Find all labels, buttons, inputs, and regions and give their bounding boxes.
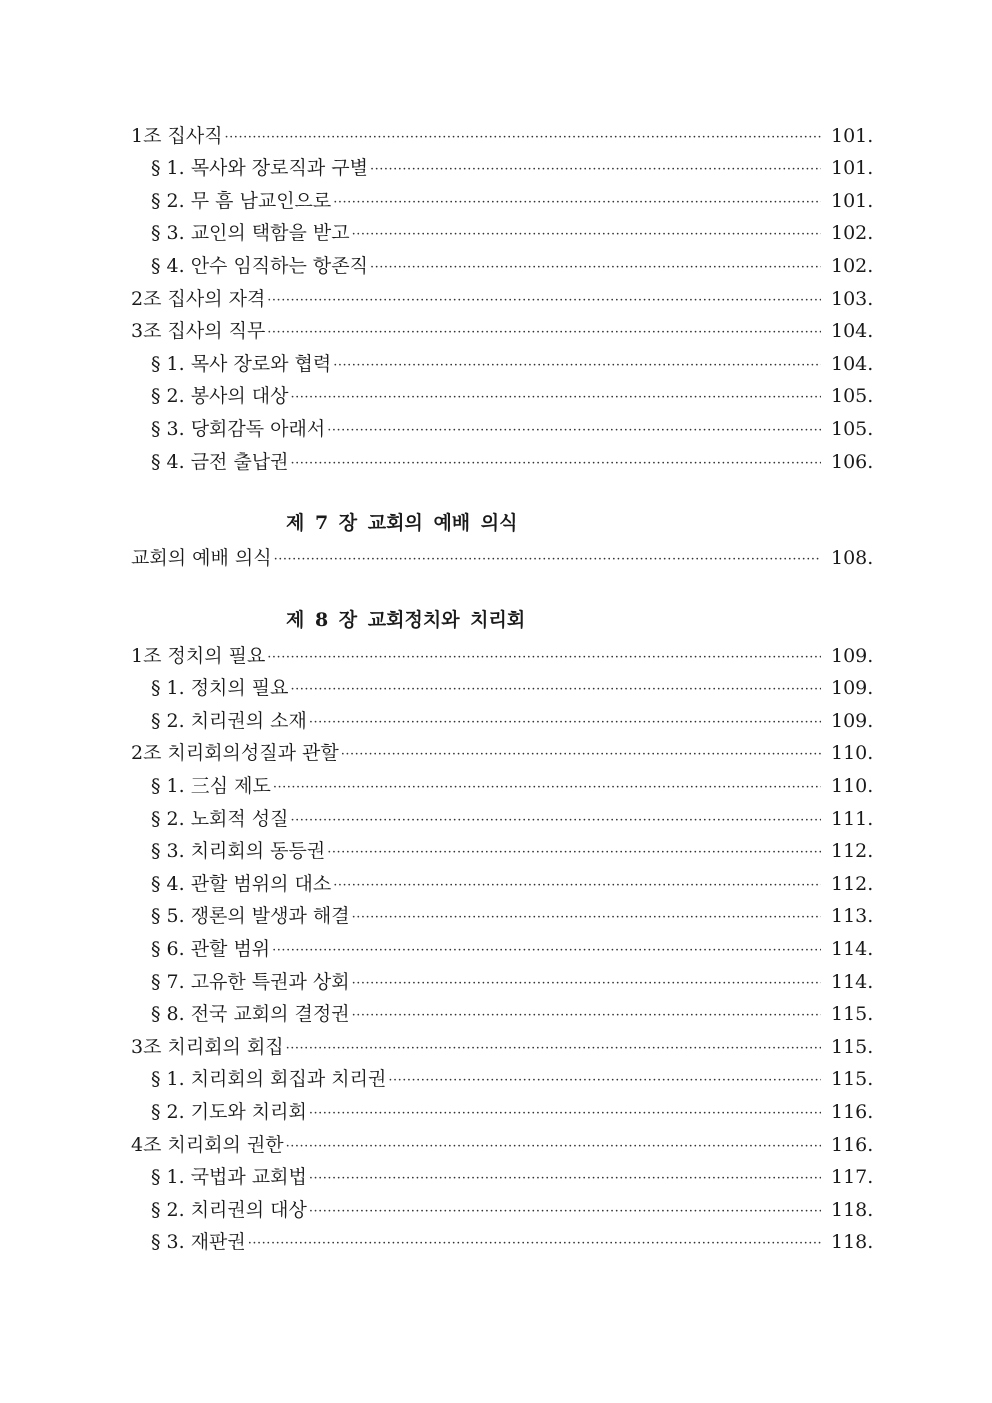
toc-entry-label: § 1. 목사 장로와 협력 [151,352,332,375]
toc-entry-label: § 1. 국법과 교회법 [151,1166,307,1189]
toc-block-chapter7 [131,535,873,568]
dot-leader [309,716,821,731]
toc-entry-page-number: 102. [831,254,874,277]
toc-entry-page-number: 101. [831,157,874,180]
toc-subentry [131,861,873,894]
toc-entry-page-number: 106. [831,450,874,473]
toc-entry-label: § 2. 기도와 치리회 [151,1100,307,1123]
toc-entry-label: § 3. 당회감독 아래서 [151,417,326,440]
toc-subentry [131,439,873,472]
dot-leader [333,879,821,894]
toc-subentry [131,763,873,796]
toc-entry-label: 4조 치리회의 권한 [131,1133,284,1156]
toc-entry-label: § 1. 치리회의 회집과 치리권 [151,1068,387,1091]
toc-entry-page-number: 104. [831,320,874,343]
dot-leader [309,1107,821,1122]
toc-entry-label: § 7. 고유한 특권과 상회 [151,970,350,993]
dot-leader [333,359,821,374]
toc-subentry [131,1187,873,1220]
toc-subentry [131,1089,873,1122]
dot-leader [273,781,821,796]
toc-entry-label: 2조 치리회의성질과 관할 [131,742,339,765]
dot-leader [370,261,821,276]
dot-leader [267,294,821,309]
toc-entry-page-number: 101. [831,189,874,212]
toc-subentry [131,666,873,699]
toc-entry-page-number: 112. [831,840,874,863]
dot-leader [327,424,821,439]
toc-entry-label: § 2. 노회적 성질 [151,807,289,830]
toc-subentry [131,992,873,1025]
toc-entry-label: § 5. 쟁론의 발생과 해결 [151,905,350,928]
toc-entry-page-number: 118. [831,1231,874,1254]
toc-entry-page-number: 114. [831,970,874,993]
toc-entry-page-number: 118. [831,1198,874,1221]
toc-entry-page-number: 109. [831,644,874,667]
toc-subentry [131,341,873,374]
dot-leader [327,846,821,861]
toc-entry-label: 2조 집사의 자격 [131,287,266,310]
toc-entry-page-number: 115. [831,1035,874,1058]
toc-entry-label: § 4. 안수 임직하는 항존직 [151,254,368,277]
toc-block-chapter6 [131,113,873,472]
toc-entry-page-number: 112. [831,872,874,895]
toc-entry-page-number: 113. [831,905,874,928]
dot-leader [248,1237,821,1252]
toc-entry-label: § 1. 정치의 필요 [151,677,289,700]
toc-subentry [131,211,873,244]
dot-leader [291,814,821,829]
toc-entry-label: § 1. 三심 제도 [151,774,271,797]
dot-leader [341,748,821,763]
toc-subentry [131,926,873,959]
toc-entry-page-number: 103. [831,287,874,310]
toc-entry-page-number: 104. [831,352,874,375]
toc-entry [131,1024,873,1057]
toc-entry-label: § 1. 목사와 장로직과 구별 [151,157,368,180]
toc-entry-page-number: 109. [831,677,874,700]
toc-entry-label: § 2. 봉사의 대상 [151,385,289,408]
toc-entry-page-number: 105. [831,417,874,440]
toc-entry-label: § 4. 금전 출납권 [151,450,289,473]
toc-entry-page-number: 105. [831,385,874,408]
dot-leader [291,683,821,698]
toc-entry-page-number: 117. [831,1166,874,1189]
toc-entry-page-number: 114. [831,937,874,960]
toc-entry [131,309,873,342]
toc-subentry [131,1155,873,1188]
toc-entry-page-number: 108. [831,546,874,569]
dot-leader [370,163,821,178]
toc-entry [131,731,873,764]
toc-subentry [131,374,873,407]
dot-leader [309,1172,821,1187]
dot-leader [352,228,821,243]
toc-entry-label: 교회의 예배 의식 [131,546,272,569]
toc-subentry [131,959,873,992]
toc-subentry [131,829,873,862]
chapter-7-heading: 제 7 장 교회의 예배 의식 [286,512,518,534]
toc-subentry [131,406,873,439]
toc-entry [131,633,873,666]
toc-subentry [131,178,873,211]
toc-entry-page-number: 110. [831,742,874,765]
toc-entry-page-number: 116. [831,1133,874,1156]
toc-entry-page-number: 109. [831,709,874,732]
dot-leader [352,977,821,992]
toc-entry-label: § 2. 무 흠 남교인으로 [151,189,332,212]
toc-entry-page-number: 102. [831,222,874,245]
toc-entry-label: 1조 정치의 필요 [131,644,266,667]
toc-entry [131,113,873,146]
toc-entry [131,276,873,309]
chapter-8-heading: 제 8 장 교회정치와 치리회 [286,609,526,631]
toc-entry-label: 3조 치리회의 회집 [131,1035,284,1058]
toc-entry-label: § 8. 전국 교회의 결정권 [151,1003,350,1026]
toc-entry-label: 1조 집사직 [131,124,223,147]
toc-entry-label: § 3. 교인의 택함을 받고 [151,222,350,245]
toc-subentry [131,1057,873,1090]
dot-leader [291,391,821,406]
dot-leader [309,1205,821,1220]
dot-leader [225,131,821,146]
toc-entry-page-number: 116. [831,1100,874,1123]
toc-entry-page-number: 101. [831,124,874,147]
toc-subentry [131,146,873,179]
toc-entry-page-number: 115. [831,1068,874,1091]
toc-entry [131,1122,873,1155]
dot-leader [274,553,821,568]
dot-leader [388,1074,821,1089]
dot-leader [291,457,821,472]
toc-entry-label: § 4. 관할 범위의 대소 [151,872,332,895]
toc-entry-label: 3조 집사의 직무 [131,320,266,343]
dot-leader [352,1009,821,1024]
dot-leader [286,1140,821,1155]
toc-subentry [131,894,873,927]
toc-entry [131,535,873,568]
dot-leader [267,651,821,666]
toc-entry-page-number: 110. [831,774,874,797]
toc-block-chapter8 [131,633,873,1252]
toc-entry-page-number: 115. [831,1003,874,1026]
dot-leader [286,1042,821,1057]
toc-subentry [131,796,873,829]
toc-entry-label: § 3. 치리회의 동등권 [151,840,326,863]
toc-entry-label: § 3. 재판권 [151,1231,246,1254]
toc-subentry [131,243,873,276]
toc-entry-label: § 6. 관할 범위 [151,937,271,960]
dot-leader [272,944,821,959]
toc-subentry [131,698,873,731]
toc-subentry [131,1220,873,1253]
toc-entry-page-number: 111. [831,807,874,830]
dot-leader [333,196,821,211]
dot-leader [267,326,821,341]
toc-entry-label: § 2. 치리권의 대상 [151,1198,307,1221]
toc-entry-label: § 2. 치리권의 소재 [151,709,307,732]
dot-leader [352,911,821,926]
